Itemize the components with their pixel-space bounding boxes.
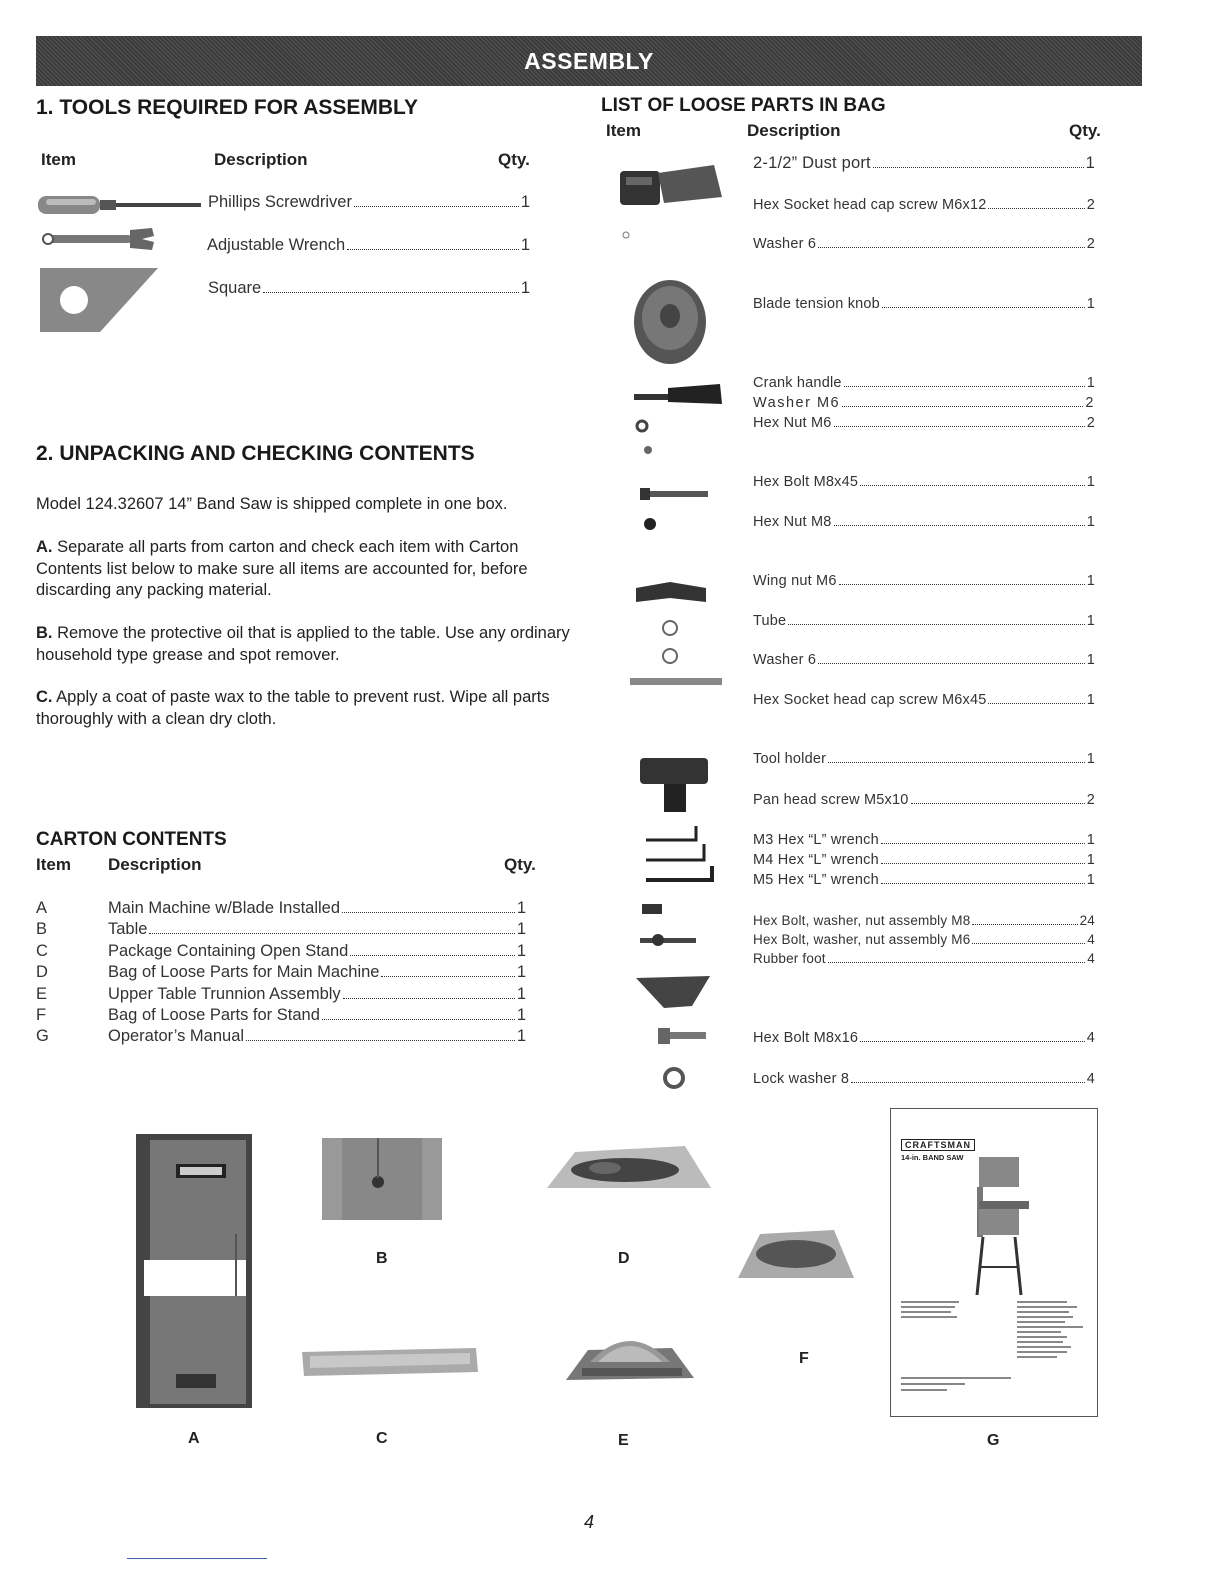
loose-row — [753, 832, 1095, 848]
loose-desc: 2-1/2” Dust port — [753, 154, 871, 172]
carton-row — [108, 1027, 526, 1046]
figure-label-g: G — [987, 1432, 1000, 1449]
carton-desc: Main Machine w/Blade Installed — [108, 899, 341, 917]
trunnion-image — [562, 1320, 698, 1384]
loose-row — [753, 154, 1095, 173]
loose-desc: Hex Bolt, washer, nut assembly M6 — [753, 932, 971, 947]
footer-rule — [127, 1558, 267, 1559]
loose-row — [753, 792, 1095, 808]
unpacking-step-b — [36, 623, 576, 666]
tools-row — [207, 236, 530, 255]
carton-item: A — [36, 899, 48, 917]
loose-desc: Washer M6 — [753, 395, 841, 411]
figure-label-a: A — [188, 1430, 200, 1447]
loose-qty: 1 — [1086, 514, 1095, 530]
unpacking-heading: 2. UNPACKING AND CHECKING CONTENTS — [36, 442, 475, 465]
loose-row — [753, 197, 1095, 213]
loose-desc: Washer 6 — [753, 652, 817, 668]
loose-desc: Hex Bolt M8x45 — [753, 474, 859, 490]
section-banner — [36, 36, 1142, 86]
loose-desc: Hex Socket head cap screw M6x12 — [753, 197, 987, 213]
loose-desc: Pan head screw M5x10 — [753, 792, 909, 808]
figure-label-f: F — [799, 1350, 809, 1367]
tool-desc: Square — [208, 279, 262, 297]
carton-item: D — [36, 963, 48, 981]
unpacking-step-a — [36, 537, 576, 602]
carton-row — [108, 942, 526, 961]
carton-heading: CARTON CONTENTS — [36, 829, 227, 850]
stand-parts-bag-image — [736, 1228, 856, 1280]
loose-row — [753, 872, 1095, 888]
carton-qty: 1 — [516, 1006, 526, 1024]
carton-qty: 1 — [516, 985, 526, 1003]
loose-row — [753, 1030, 1095, 1046]
page-number: 4 — [584, 1512, 595, 1532]
loose-row — [753, 395, 1095, 411]
loose-desc: Wing nut M6 — [753, 573, 837, 589]
carton-col-desc: Description — [108, 855, 202, 874]
loose-col-desc: Description — [747, 121, 841, 140]
carton-col-item: Item — [36, 855, 71, 874]
loose-parts-heading: LIST OF LOOSE PARTS IN BAG — [601, 95, 886, 116]
manual-brand: CRAFTSMAN — [901, 1139, 975, 1151]
table-image — [322, 1138, 444, 1220]
tools-col-desc: Description — [214, 150, 308, 169]
carton-row — [108, 1006, 526, 1025]
carton-row — [108, 963, 526, 982]
carton-item: F — [36, 1006, 47, 1024]
figure-label-e: E — [618, 1432, 629, 1449]
carton-desc: Table — [108, 920, 148, 938]
unpacking-intro: Model 124.32607 14” Band Saw is shipped complete in one box. — [36, 495, 508, 513]
loose-desc: M5 Hex “L” wrench — [753, 872, 879, 888]
loose-row — [753, 951, 1095, 967]
carton-qty: 1 — [516, 920, 526, 938]
tool-desc: Adjustable Wrench — [207, 236, 346, 254]
screwdriver-icon — [36, 190, 206, 220]
step-text: Separate all parts from carton and check each item with Carton Contents list below to make sure all items are accounted for, before discarding any packing material. — [36, 538, 528, 599]
tool-desc: Phillips Screwdriver — [208, 193, 352, 211]
carton-qty: 1 — [516, 1027, 526, 1045]
loose-qty: 1 — [1086, 573, 1095, 589]
carton-qty: 1 — [516, 963, 526, 981]
loose-desc: Hex Bolt M8x16 — [753, 1030, 859, 1046]
loose-qty: 2 — [1086, 236, 1095, 252]
carton-desc: Package Containing Open Stand — [108, 942, 349, 960]
loose-col-qty: Qty. — [1069, 121, 1101, 140]
loose-desc: Tool holder — [753, 751, 827, 767]
carton-item: C — [36, 942, 48, 960]
banner-title: ASSEMBLY — [524, 47, 654, 74]
loose-desc: Hex Nut M8 — [753, 514, 832, 530]
carton-row — [108, 985, 526, 1004]
tool-qty: 1 — [520, 236, 530, 254]
loose-qty: 4 — [1086, 1030, 1095, 1046]
loose-desc: M3 Hex “L” wrench — [753, 832, 879, 848]
loose-row — [753, 236, 1095, 252]
loose-qty: 1 — [1086, 751, 1095, 767]
loose-qty: 2 — [1086, 197, 1095, 213]
tool-qty: 1 — [520, 193, 530, 211]
loose-qty: 1 — [1086, 296, 1095, 312]
loose-row — [753, 1071, 1095, 1087]
loose-qty: 1 — [1086, 852, 1095, 868]
loose-qty: 1 — [1086, 872, 1095, 888]
figure-label-c: C — [376, 1430, 388, 1447]
lock-washer-icon — [654, 1024, 714, 1094]
loose-row — [753, 514, 1095, 530]
loose-qty: 1 — [1086, 652, 1095, 668]
figure-label-b: B — [376, 1250, 388, 1267]
loose-row — [753, 415, 1095, 431]
step-letter: B. — [36, 624, 53, 642]
loose-desc: Hex Bolt, washer, nut assembly M8 — [753, 913, 971, 928]
loose-row — [753, 751, 1095, 767]
loose-qty: 1 — [1086, 832, 1095, 848]
carton-desc: Upper Table Trunnion Assembly — [108, 985, 341, 1003]
main-machine-image — [136, 1134, 254, 1408]
loose-qty: 1 — [1086, 474, 1095, 490]
wing-nut-icon — [630, 576, 730, 694]
carton-desc: Bag of Loose Parts for Stand — [108, 1006, 320, 1024]
tool-holder-icon — [636, 756, 716, 816]
carton-row — [108, 899, 526, 918]
loose-desc: Tube — [753, 613, 787, 629]
tools-row — [208, 279, 530, 298]
loose-row — [753, 296, 1095, 312]
carton-qty: 1 — [516, 899, 526, 917]
carton-col-qty: Qty. — [504, 855, 536, 874]
adjustable-wrench-icon — [38, 226, 158, 252]
operators-manual-image — [890, 1108, 1098, 1417]
loose-row — [753, 573, 1095, 589]
tools-heading: 1. TOOLS REQUIRED FOR ASSEMBLY — [36, 96, 418, 119]
loose-qty: 2 — [1086, 415, 1095, 431]
loose-parts-bag-image — [545, 1144, 713, 1198]
loose-qty: 4 — [1087, 951, 1095, 966]
manual-fine-print — [901, 1297, 1087, 1407]
hex-bolt-icon — [636, 480, 716, 536]
loose-row — [753, 932, 1095, 948]
step-letter: C. — [36, 688, 53, 706]
carton-desc: Operator’s Manual — [108, 1027, 245, 1045]
tools-col-item: Item — [41, 150, 76, 169]
carton-item: E — [36, 985, 48, 1003]
step-letter: A. — [36, 538, 53, 556]
loose-qty: 2 — [1086, 792, 1095, 808]
dust-port-icon — [618, 163, 728, 243]
tools-row — [208, 193, 530, 212]
carton-desc: Bag of Loose Parts for Main Machine — [108, 963, 380, 981]
tension-knob-icon — [632, 276, 712, 370]
loose-row — [753, 852, 1095, 868]
step-text: Apply a coat of paste wax to the table to prevent rust. Wipe all parts thoroughly with a clean dry cloth. — [36, 688, 550, 728]
loose-desc: Lock washer 8 — [753, 1071, 850, 1087]
loose-qty: 1 — [1086, 375, 1095, 391]
stand-package-image — [300, 1344, 480, 1380]
loose-desc: Hex Nut M6 — [753, 415, 832, 431]
tool-qty: 1 — [520, 279, 530, 297]
loose-qty: 1 — [1086, 613, 1095, 629]
crank-handle-icon — [628, 376, 728, 456]
loose-desc: Washer 6 — [753, 236, 817, 252]
loose-desc: Crank handle — [753, 375, 842, 391]
loose-desc: M4 Hex “L” wrench — [753, 852, 879, 868]
loose-desc: Blade tension knob — [753, 296, 880, 312]
step-text: Remove the protective oil that is applied to the table. Use any ordinary household type grease and spot remover. — [36, 624, 570, 664]
loose-qty: 4 — [1087, 932, 1095, 947]
carton-item: B — [36, 920, 48, 938]
loose-col-item: Item — [606, 121, 641, 140]
loose-row — [753, 613, 1095, 629]
carton-row — [108, 920, 526, 939]
loose-qty: 24 — [1079, 913, 1095, 928]
rubber-foot-icon — [634, 898, 714, 1014]
loose-qty: 2 — [1085, 395, 1095, 411]
unpacking-step-c — [36, 687, 576, 730]
hex-l-wrench-icon — [640, 816, 720, 888]
carton-item: G — [36, 1027, 49, 1045]
loose-row — [753, 692, 1095, 708]
carton-qty: 1 — [516, 942, 526, 960]
bandsaw-drawing — [969, 1147, 1049, 1297]
loose-desc: Hex Socket head cap screw M6x45 — [753, 692, 987, 708]
loose-qty: 1 — [1086, 692, 1095, 708]
manual-product: 14-in. BAND SAW — [901, 1153, 964, 1162]
loose-desc: Rubber foot — [753, 951, 826, 966]
loose-qty: 4 — [1086, 1071, 1095, 1087]
loose-qty: 1 — [1085, 154, 1095, 172]
figure-label-d: D — [618, 1250, 630, 1267]
loose-row — [753, 652, 1095, 668]
loose-row — [753, 913, 1095, 929]
square-icon — [40, 268, 160, 334]
loose-row — [753, 375, 1095, 391]
loose-row — [753, 474, 1095, 490]
tools-col-qty: Qty. — [498, 150, 530, 169]
